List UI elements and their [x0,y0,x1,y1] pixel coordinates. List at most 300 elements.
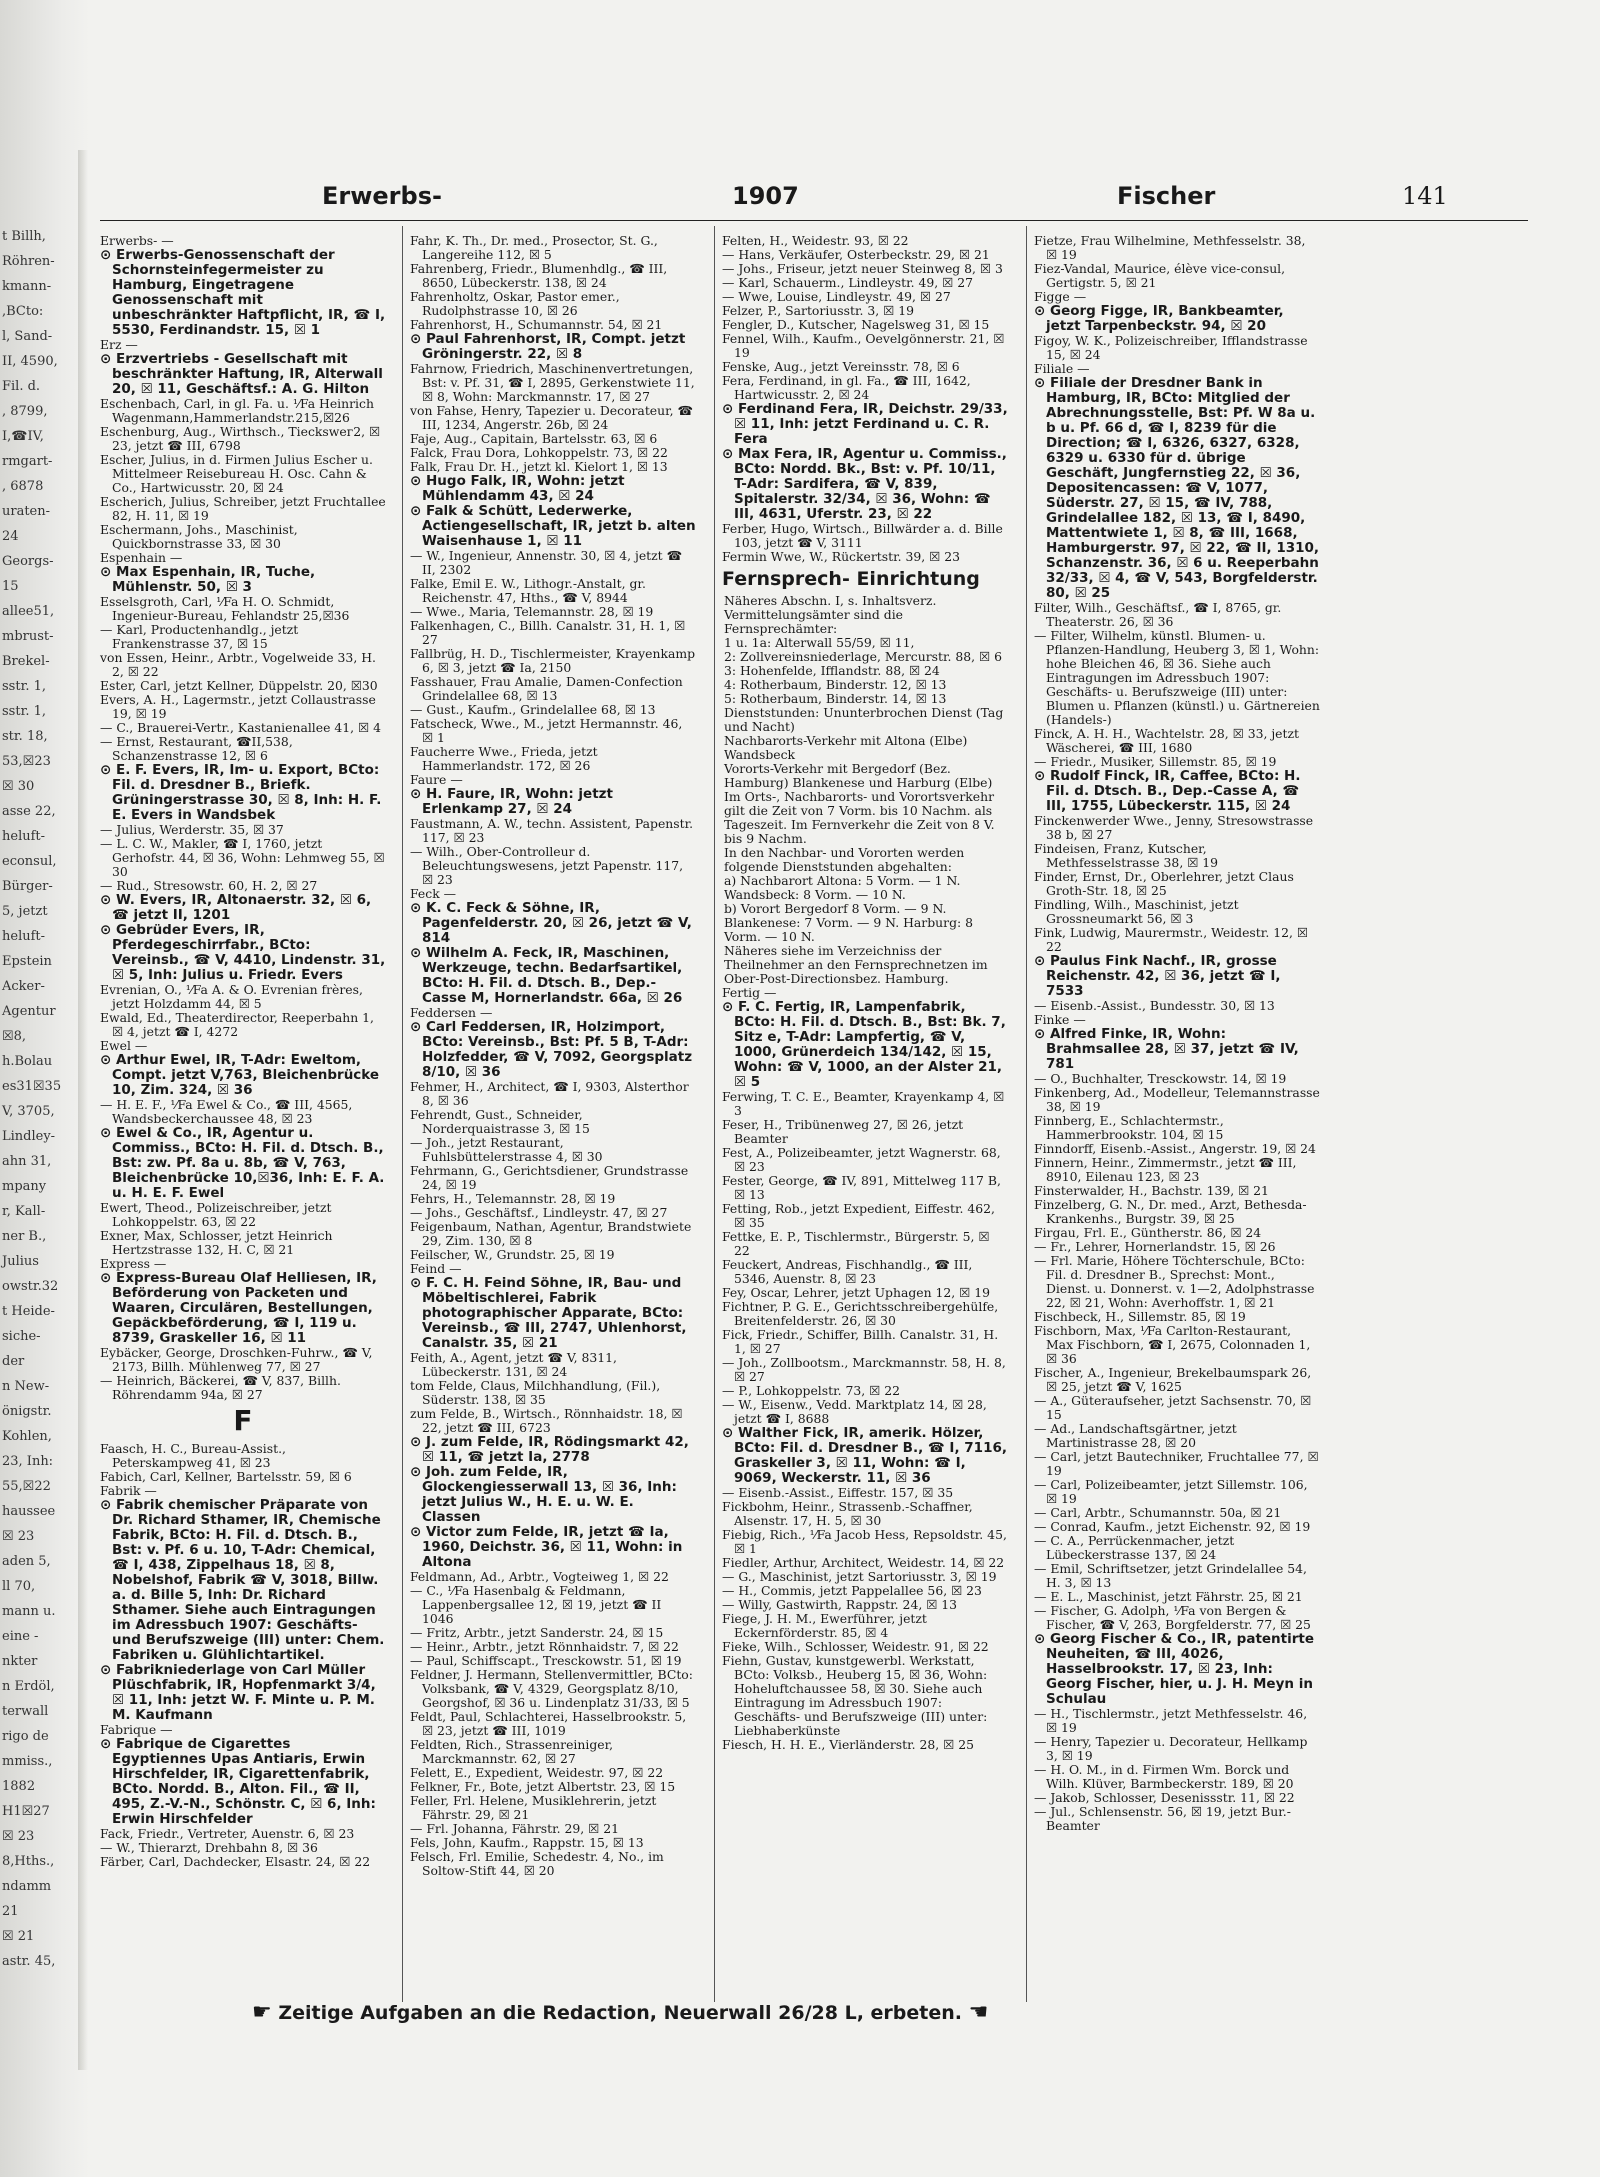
directory-entry: Fahr, K. Th., Dr. med., Prosector, St. G., Langereihe 112, ☒ 5 [410,233,658,262]
directory-entry: Feldner, J. Hermann, Stellenvermittler, BCto: Volksbank, ☎ V, 4329, Georgsplatz 8/10, Georgshof, ☒ 36 u. Lindenplatz 31/33, ☒ 5 [410,1667,693,1710]
info-paragraph: 4: Rotherbaum, Binderstr. 12, ☒ 13 [724,677,947,692]
directory-entry: Fahrnow, Friedrich, Maschinenvertretungen, Bst: v. Pf. 31, ☎ I, 2895, Gerkenstwiete 11, ☒ 8, Wohn: Marckmannstr. 17, ☒ 27 [410,361,695,404]
directory-entry: Feldt, Paul, Schlachterei, Hasselbrookstr. 5, ☒ 23, jetzt ☎ III, 1019 [410,1709,687,1738]
firm-entry: ⊙ E. F. Evers, IR, Im- u. Export, BCto: Fil. d. Dresdner B., Briefk. Grüningerstrasse 30, ☒ 8, Inh: H. F. E. Evers in Wandsbek [100,762,382,823]
directory-entry: — Karl, Schauerm., Lindleystr. 49, ☒ 27 [722,275,973,290]
directory-entry: Feller, Frl. Helene, Musiklehrerin, jetzt Fährstr. 29, ☒ 21 [410,1793,657,1822]
previous-page-fragment: kmann- [2,279,52,294]
directory-entry: Findeisen, Franz, Kutscher, Methfesselstrasse 38, ☒ 19 [1034,841,1219,870]
header-rule [100,220,1528,221]
previous-page-fragment: sstr. 1, [2,704,47,719]
directory-entry: — O., Buchhalter, Tresckowstr. 14, ☒ 19 [1034,1071,1287,1086]
directory-entry: — Jakob, Schlosser, Desenissstr. 11, ☒ 22 [1034,1790,1295,1805]
firm-entry: ⊙ Carl Feddersen, IR, Holzimport, BCto: Vereinsb., Bst: Pf. 5 B, T-Adr: Holzfedder, ☎ V, 7092, Georgsplatz 8/10, ☒ 36 [410,1019,693,1080]
directory-entry: — C. A., Perrückenmacher, jetzt Lübeckerstrasse 137, ☒ 24 [1034,1533,1235,1562]
previous-page-edge [0,0,90,2177]
directory-entry: — Eisenb.-Assist., Bundesstr. 30, ☒ 13 [1034,998,1275,1013]
directory-entry: Fasshauer, Frau Amalie, Damen-Confection Grindelallee 68, ☒ 13 [410,674,683,703]
previous-page-fragment: mbrust- [2,629,54,644]
previous-page-fragment: owstr.32 [2,1279,59,1294]
directory-entry: Fels, John, Kaufm., Rappstr. 15, ☒ 13 [410,1835,644,1850]
info-paragraph: Nachbarorts-Verkehr mit Altona (Elbe) Wandsbeck [724,733,968,762]
previous-page-fragment: 53,☒23 [2,754,51,769]
firm-entry: ⊙ Filiale der Dresdner Bank in Hamburg, IR, BCto: Mitglied der Abrechnungsstelle, Bst: Pf. W 8a u. b u. Pf. 66 d, ☎ I, 8239 für die Direction; ☎ I, 6326, 6327, 6328, 6329 u. 6330 für d. übrige Geschäft, Jungfernstieg 22, ☒ 36, Depositencassen: ☎ V, 1077, Süderstr. 27, ☒ 15, ☎ IV, 788, Grindelallee 182, ☒ 13, ☎ I, 8490, Mattentwiete 1, ☒ 8, ☎ III, 1668, Hamburgerstr. 97, ☒ 22, ☎ II, 1310, Schanzenstr. 36, ☒ 6 u. Reeperbahn 32/33, ☒ 4, ☎ V, 543, Borgfelderstr. 80, ☒ 25 [1034,375,1320,601]
directory-entry: Faucherre Wwe., Frieda, jetzt Hammerlandstr. 172, ☒ 26 [410,744,598,773]
previous-page-fragment: ner B., [2,1229,47,1244]
firm-entry: ⊙ Ferdinand Fera, IR, Deichstr. 29/33, ☒ 11, Inh: jetzt Ferdinand u. C. R. Fera [722,401,1008,447]
previous-page-fragment: nkter [2,1654,38,1669]
directory-entry: — Carl, Polizeibeamter, jetzt Sillemstr. 106, ☒ 19 [1034,1477,1308,1506]
directory-entry: Finke — [1034,1012,1086,1027]
directory-entry: Fabich, Carl, Kellner, Bartelsstr. 59, ☒ 6 [100,1469,352,1484]
directory-entry: — Filter, Wilhelm, künstl. Blumen- u. Pflanzen-Handlung, Heuberg 3, ☒ 1, Wohn: hohe Bleichen 46, ☒ 36. Siehe auch Eintragungen im Adressbuch 1907: Geschäfts- u. Berufszweige (III) unter: Blumen u. Pflanzen (künstl.) u. Gärtnereien (Handels-) [1034,628,1320,727]
previous-page-fragment: Röhren- [2,254,55,269]
firm-entry: ⊙ Fabrikniederlage von Carl Müller Plüschfabrik, IR, Hopfenmarkt 3/4, ☒ 11, Inh: jetzt W. F. Minte u. P. M. M. Kaufmann [100,1662,376,1723]
directory-entry: Fera, Ferdinand, in gl. Fa., ☎ III, 1642, Hartwicusstr. 2, ☒ 24 [722,373,971,402]
previous-page-fragment: V, 3705, [2,1104,55,1119]
previous-page-fragment: ☒ 23 [2,1529,35,1544]
directory-entry: — Ernst, Restaurant, ☎II,538, Schanzenstrasse 12, ☒ 6 [100,734,293,763]
directory-entry: Fiehn, Gustav, kunstgewerbl. Werkstatt, BCto: Volksb., Heuberg 15, ☒ 36, Wohn: Hoheluftchaussee 58, ☒ 30. Siehe auch Eintragung im Adressbuch 1907: Geschäfts- und Berufszweige (III) unter: Liebhaberkünste [722,1653,988,1738]
previous-page-fragment: terwall [2,1704,49,1719]
info-paragraph: Näheres siehe im Verzeichniss der Theilnehmer an den Fernsprechnetzen im Ober-Post-Directionsbez. Hamburg. [724,943,988,986]
directory-entry: Finnberg, E., Schlachtermstr., Hammerbrookstr. 104, ☒ 15 [1034,1113,1224,1142]
directory-entry: — Wilh., Ober-Controlleur d. Beleuchtungswesens, jetzt Papenstr. 117, ☒ 23 [410,844,684,887]
previous-page-fragment: Bürger- [2,879,53,894]
firm-entry: ⊙ Joh. zum Felde, IR, Glockengiesserwall 13, ☒ 36, Inh: jetzt Julius W., H. E. u. W. E. Classen [410,1464,677,1525]
firm-entry: ⊙ Arthur Ewel, IR, T-Adr: Eweltom, Compt. jetzt V,763, Bleichenbrücke 10, Zim. 324, ☒ 36 [100,1052,380,1098]
previous-page-fragment: n Erdöl, [2,1679,55,1694]
previous-page-fragment: n New- [2,1379,50,1394]
previous-page-fragment: t Billh, [2,229,46,244]
directory-entry: — Heinr., Arbtr., jetzt Rönnhaidstr. 7, ☒ 22 [410,1639,679,1654]
directory-entry: Esselsgroth, Carl, ⅟Fa H. O. Schmidt, Ingenieur-Bureau, Fehlandstr 25,☒36 [100,594,350,623]
previous-page-fragment: econsul, [2,854,57,869]
directory-entry: Ewel — [100,1038,148,1053]
directory-entry: Eschermann, Johs., Maschinist, Quickbornstrasse 33, ☒ 30 [100,522,298,551]
directory-entry: Fennel, Wilh., Kaufm., Oevelgönnerstr. 21, ☒ 19 [722,331,1005,360]
directory-entry: Fatscheck, Wwe., M., jetzt Hermannstr. 46, ☒ 1 [410,716,683,745]
directory-entry: Evrenian, O., ⅟Fa A. & O. Evrenian frères, jetzt Holzdamm 44, ☒ 5 [100,982,363,1011]
column-2 [410,234,696,1878]
previous-page-fragment: I,☎IV, [2,429,44,444]
directory-entry: — W., Thierarzt, Drehbahn 8, ☒ 36 [100,1840,318,1855]
directory-entry: — P., Lohkoppelstr. 73, ☒ 22 [722,1383,900,1398]
directory-entry: Erwerbs- — [100,233,174,248]
directory-entry: — H., Tischlermstr., jetzt Methfesselstr. 46, ☒ 19 [1034,1706,1308,1735]
info-paragraph: a) Nachbarort Altona: 5 Vorm. — 1 N. Wandsbeck: 8 Vorm. — 10 N. [724,873,961,902]
directory-entry: Fermin Wwe, W., Rückertstr. 39, ☒ 23 [722,549,960,564]
directory-entry: — Conrad, Kaufm., jetzt Eichenstr. 92, ☒ 19 [1034,1519,1311,1534]
directory-entry: — Willy, Gastwirth, Rappstr. 24, ☒ 13 [722,1597,958,1612]
previous-page-fragment: heluft- [2,829,46,844]
directory-entry: Fischborn, Max, ⅟Fa Carlton-Restaurant, Max Fischborn, ☎ I, 2675, Colonnaden 1, ☒ 36 [1034,1323,1311,1366]
firm-entry: ⊙ F. C. H. Feind Söhne, IR, Bau- und Möbeltischlerei, Fabrik photographischer Apparate, BCto: Vereinsb., ☎ III, 2747, Uhlenhorst, Canalstr. 35, ☒ 21 [410,1275,687,1351]
directory-entry: Fischbeck, H., Sillemstr. 85, ☒ 19 [1034,1309,1246,1324]
directory-entry: Fiedler, Arthur, Architect, Weidestr. 14, ☒ 22 [722,1555,1005,1570]
directory-entry: Ferber, Hugo, Wirtsch., Billwärder a. d. Bille 103, jetzt ☎ V, 3111 [722,521,1003,550]
info-paragraph: Im Orts-, Nachbarorts- und Vorortsverkehr gilt die Zeit von 7 Vorm. bis 10 Nachm. als Tageszeit. Im Fernverkehr die Zeit von 8 V. bis 9 Nachm. [724,789,995,846]
previous-page-fragment: Acker- [2,979,45,994]
directory-entry: — Ad., Landschaftsgärtner, jetzt Martinistrasse 28, ☒ 20 [1034,1421,1237,1450]
directory-entry: Feind — [410,1261,462,1276]
directory-entry: Evers, A. H., Lagermstr., jetzt Collaustrasse 19, ☒ 19 [100,692,376,721]
previous-page-fragment: Epstein [2,954,52,969]
directory-entry: Fettke, E. P., Tischlermstr., Bürgerstr. 5, ☒ 22 [722,1229,990,1258]
directory-entry: Finndorff, Eisenb.-Assist., Angerstr. 19, ☒ 24 [1034,1141,1316,1156]
previous-page-fragment: II, 4590, [2,354,58,369]
directory-entry: — Wwe., Maria, Telemannstr. 28, ☒ 19 [410,604,654,619]
firm-entry: ⊙ K. C. Feck & Söhne, IR, Pagenfelderstr. 20, ☒ 26, jetzt ☎ V, 814 [410,900,692,946]
info-paragraph: Dienststunden: Ununterbrochen Dienst (Tag und Nacht) [724,705,1004,734]
directory-entry: Fiez-Vandal, Maurice, élève vice-consul, Gertigstr. 5, ☒ 21 [1034,261,1286,290]
directory-entry: Felsch, Frl. Emilie, Schedestr. 4, No., im Soltow-Stift 44, ☒ 20 [410,1849,664,1878]
directory-entry: — Frl. Marie, Höhere Töchterschule, BCto: Fil. d. Dresdner B., Sprechst: Mont., Dienst. u. Donnerst. v. 1—2, Adolphstrasse 22, ☒ 21, Wohn: Averhoffstr. 1, ☒ 21 [1034,1253,1315,1310]
directory-entry: Fabrique — [100,1722,173,1737]
previous-page-fragment: mmiss., [2,1754,53,1769]
directory-entry: Fest, A., Polizeibeamter, jetzt Wagnerstr. 68, ☒ 23 [722,1145,1001,1174]
letter-section-heading: F [233,1404,253,1437]
directory-entry: — H. E. F., ⅟Fa Ewel & Co., ☎ III, 4565, Wandsbeckerchaussee 48, ☒ 23 [100,1097,353,1126]
previous-page-fragment: 5, jetzt [2,904,48,919]
firm-entry: ⊙ Fabrik chemischer Präparate von Dr. Richard Sthamer, IR, Chemische Fabrik, BCto: H. Fil. d. Dtsch. B., Bst: v. Pf. 6 u. 10, T-Adr: Chemical, ☎ I, 438, Zippelhaus 18, ☒ 8, Nobelshof, Fabrik ☎ V, 3018, Billw. a. d. Bille 5, Inh: Dr. Richard Sthamer. Siehe auch Eintragungen im Adressbuch 1907: Geschäfts- und Berufszweige (III) unter: Chem. Fabriken u. Glühlichtartikel. [100,1497,385,1663]
previous-page-fragment: t Heide- [2,1304,55,1319]
directory-entry: — Joh., jetzt Restaurant, Fuhlsbüttelerstrasse 4, ☒ 30 [410,1135,603,1164]
previous-page-fragment: 23, Inh: [2,1454,54,1469]
previous-page-fragment: ☒ 30 [2,779,35,794]
directory-entry: — C., ⅟Fa Hasenbalg & Feldmann, Lappenbergsallee 12, ☒ 19, jetzt ☎ II 1046 [410,1583,662,1626]
directory-entry: Feuckert, Andreas, Fischhandlg., ☎ III, 5346, Auenstr. 8, ☒ 23 [722,1257,973,1286]
info-paragraph: Vororts-Verkehr mit Bergedorf (Bez. Hamburg) Blankenese und Harburg (Elbe) [724,761,993,790]
directory-entry: Fischer, A., Ingenieur, Brekelbaumspark 26, ☒ 25, jetzt ☎ V, 1625 [1034,1365,1312,1394]
directory-entry: — Frl. Johanna, Fährstr. 29, ☒ 21 [410,1821,619,1836]
directory-entry: Fack, Friedr., Vertreter, Auenstr. 6, ☒ 23 [100,1826,355,1841]
directory-entry: Feldten, Rich., Strassenreiniger, Marckmannstr. 62, ☒ 27 [410,1737,614,1766]
directory-entry: — Henry, Tapezier u. Decorateur, Hellkamp 3, ☒ 19 [1034,1734,1308,1763]
previous-page-fragment: eine - [2,1629,39,1644]
previous-page-fragment: haussee [2,1504,56,1519]
previous-page-fragment: ahn 31, [2,1154,52,1169]
directory-entry: Fester, George, ☎ IV, 891, Mittelweg 117 B, ☒ 13 [722,1173,1001,1202]
directory-entry: — Karl, Productenhandlg., jetzt Frankenstrasse 37, ☒ 15 [100,622,299,651]
firm-entry: ⊙ W. Evers, IR, Altonaerstr. 32, ☒ 6, ☎ jetzt II, 1201 [100,892,372,923]
previous-page-fragment: Lindley- [2,1129,56,1144]
firm-entry: ⊙ J. zum Felde, IR, Rödingsmarkt 42, ☒ 11, ☎ jetzt Ia, 2778 [410,1434,689,1465]
directory-entry: — Carl, jetzt Bautechniker, Fruchtallee 77, ☒ 19 [1034,1449,1319,1478]
directory-entry: Fiege, J. H. M., Ewerführer, jetzt Eckernförderstr. 85, ☒ 4 [722,1611,927,1640]
previous-page-fragment: Kohlen, [2,1429,52,1444]
directory-entry: Finkenberg, Ad., Modelleur, Telemannstrasse 38, ☒ 19 [1034,1085,1320,1114]
previous-page-fragment: rigo de [2,1729,49,1744]
previous-page-fragment: 24 [2,529,19,544]
directory-entry: Fehmer, H., Architect, ☎ I, 9303, Alsterthor 8, ☒ 36 [410,1079,689,1108]
firm-entry: ⊙ Georg Figge, IR, Bankbeamter, jetzt Tarpenbeckstr. 94, ☒ 20 [1034,303,1284,334]
info-paragraph: 1 u. 1a: Alterwall 55/59, ☒ 11, [724,635,915,650]
directory-entry: Feser, H., Tribünenweg 27, ☒ 26, jetzt Beamter [722,1117,964,1146]
header-left: Erwerbs- [322,182,442,210]
directory-entry: Eschenbach, Carl, in gl. Fa. u. ⅟Fa Heinrich Wagenmann,Hammerlandstr.215,☒26 [100,396,374,425]
info-paragraph: 5: Rotherbaum, Binderstr. 14, ☒ 13 [724,691,947,706]
directory-entry: Filiale — [1034,361,1090,376]
section-heading: Fernsprech- Einrichtung [722,568,980,590]
directory-entry: — H., Commis, jetzt Pappelallee 56, ☒ 23 [722,1583,982,1598]
firm-entry: ⊙ Erwerbs-Genossenschaft der Schornsteinfegermeister zu Hamburg, Eingetragene Genossenschaft mit unbeschränkter Haftpflicht, IR, ☎ I, 5530, Ferdinandstr. 15, ☒ 1 [100,247,386,338]
previous-page-fragment: Brekel- [2,654,50,669]
previous-page-fragment: astr. 45, [2,1954,56,1969]
directory-entry: Espenhain — [100,550,183,565]
directory-entry: — W., Ingenieur, Annenstr. 30, ☒ 4, jetzt ☎ II, 2302 [410,548,683,577]
previous-page-fragment: ,BCto: [2,304,44,319]
directory-entry: zum Felde, B., Wirtsch., Rönnhaidstr. 18, ☒ 22, jetzt ☎ III, 6723 [410,1406,683,1435]
previous-page-fragment: der [2,1354,25,1369]
column-1 [100,234,386,1869]
directory-entry: — Johs., Friseur, jetzt neuer Steinweg 8, ☒ 3 [722,261,1003,276]
directory-entry: Faure — [410,772,463,787]
directory-entry: — Fritz, Arbtr., jetzt Sanderstr. 24, ☒ 15 [410,1625,664,1640]
previous-page-fragment: siche- [2,1329,41,1344]
previous-page-fragment: rmgart- [2,454,53,469]
directory-entry: Findling, Wilh., Maschinist, jetzt Grossneumarkt 56, ☒ 3 [1034,897,1239,926]
directory-entry: — Rud., Stresowstr. 60, H. 2, ☒ 27 [100,878,318,893]
firm-entry: ⊙ Walther Fick, IR, amerik. Hölzer, BCto: Fil. d. Dresdner B., ☎ I, 7116, Graskeller 3, ☒ 11, Wohn: ☎ I, 9069, Weckerstr. 11, ☒ 36 [722,1425,1007,1486]
directory-entry: Feigenbaum, Nathan, Agentur, Brandstwiete 29, Zim. 130, ☒ 8 [410,1219,692,1248]
previous-page-fragment: Julius [2,1254,39,1269]
previous-page-fragment: h.Bolau [2,1054,53,1069]
directory-entry: Ferwing, T. C. E., Beamter, Krayenkamp 4, ☒ 3 [722,1089,1005,1118]
directory-entry: Fertig — [722,985,777,1000]
directory-entry: Fickbohm, Heinr., Strassenb.-Schaffner, Alsenstr. 17, H. 5, ☒ 30 [722,1499,973,1528]
previous-page-fragment: ☒ 23 [2,1829,35,1844]
directory-entry: — Emil, Schriftsetzer, jetzt Grindelallee 54, H. 3, ☒ 13 [1034,1561,1307,1590]
firm-entry: ⊙ Victor zum Felde, IR, jetzt ☎ Ia, 1960, Deichstr. 36, ☒ 11, Wohn: in Altona [410,1524,683,1570]
directory-entry: Fahrenhorst, H., Schumannstr. 54, ☒ 21 [410,317,663,332]
directory-entry: Faje, Aug., Capitain, Bartelsstr. 63, ☒ 6 [410,431,658,446]
firm-entry: ⊙ Ewel & Co., IR, Agentur u. Commiss., BCto: H. Fil. d. Dtsch. B., Bst: zw. Pf. 8a u. 8b, ☎ V, 763, Bleichenbrücke 10,☒36, Inh: E. F. A. u. H. E. F. Ewel [100,1125,385,1201]
directory-entry: — H. O. M., in d. Firmen Wm. Borck und Wilh. Klüver, Barmbeckerstr. 189, ☒ 20 [1034,1762,1294,1791]
book-gutter [78,150,88,2070]
directory-entry: Falke, Emil E. W., Lithogr.-Anstalt, gr. Reichenstr. 47, Hths., ☎ V, 8944 [410,576,646,605]
previous-page-fragment: l, Sand- [2,329,53,344]
previous-page-fragment: asse 22, [2,804,56,819]
previous-page-fragment: H1☒27 [2,1804,50,1819]
directory-entry: Falck, Frau Dora, Lohkoppelstr. 73, ☒ 22 [410,445,668,460]
footer-notice [252,2000,988,2025]
directory-entry: Feddersen — [410,1005,493,1020]
previous-page-fragment: uraten- [2,504,51,519]
directory-entry: Fengler, D., Kutscher, Nagelsweg 31, ☒ 15 [722,317,990,332]
directory-entry: Escherich, Julius, Schreiber, jetzt Fruchtallee 82, H. 11, ☒ 19 [100,494,386,523]
firm-entry: ⊙ Fabrique de Cigarettes Egyptiennes Upas Antiaris, Erwin Hirschfelder, IR, Cigarettenfabrik, BCto. Nordd. B., Alton. Fil., ☎ II, 495, Z.-V.-N., Schönstr. C, ☒ 6, Inh: Erwin Hirschfelder [100,1736,376,1827]
directory-entry: Fabrik — [100,1483,157,1498]
firm-entry: ⊙ Rudolf Finck, IR, Caffee, BCto: H. Fil. d. Dtsch. B., Dep.-Casse A, ☎ III, 1755, Lübeckerstr. 115, ☒ 24 [1034,768,1301,814]
running-header [92,182,1552,212]
directory-entry: — Wwe, Louise, Lindleystr. 49, ☒ 27 [722,289,951,304]
previous-page-fragment: heluft- [2,929,46,944]
previous-page-fragment: ☒8, [2,1029,27,1044]
directory-entry: Finder, Ernst, Dr., Oberlehrer, jetzt Claus Groth-Str. 18, ☒ 25 [1034,869,1294,898]
column-divider [402,226,403,2002]
directory-entry: Fiebig, Rich., ⅟Fa Jacob Hess, Repsoldstr. 45, ☒ 1 [722,1527,1007,1556]
previous-page-fragment: ☒ 21 [2,1929,35,1944]
directory-entry: tom Felde, Claus, Milchhandlung, (Fil.), Süderstr. 138, ☒ 35 [410,1378,661,1407]
firm-entry: ⊙ Paul Fahrenhorst, IR, Compt. jetzt Gröningerstr. 22, ☒ 8 [410,331,686,362]
info-paragraph: Näheres Abschn. I, s. Inhaltsverz. [724,593,937,608]
info-paragraph: b) Vorort Bergedorf 8 Vorm. — 9 N. Blankenese: 7 Vorm. — 9 N. Harburg: 8 Vorm. — 10 N. [724,901,973,944]
directory-entry: Ester, Carl, jetzt Kellner, Düppelstr. 20, ☒30 [100,678,378,693]
header-right: Fischer [1117,182,1216,210]
previous-page-fragment: 1882 [2,1779,36,1794]
directory-entry: — L. C. W., Makler, ☎ I, 1760, jetzt Gerhofstr. 44, ☒ 36, Wohn: Lehmweg 55, ☒ 30 [100,836,385,879]
directory-entry: Faasch, H. C., Bureau-Assist., Peterskampweg 41, ☒ 23 [100,1441,286,1470]
firm-entry: ⊙ Gebrüder Evers, IR, Pferdegeschirrfabr., BCto: Vereinsb., ☎ V, 4410, Lindenstr. 31, ☒ 5, Inh: Julius u. Friedr. Evers [100,922,386,983]
directory-entry: Fey, Oscar, Lehrer, jetzt Uphagen 12, ☒ 19 [722,1285,990,1300]
directory-entry: Express — [100,1256,167,1271]
directory-entry: von Essen, Heinr., Arbtr., Vogelweide 33, H. 2, ☒ 22 [100,650,376,679]
directory-entry: Feilscher, W., Grundstr. 25, ☒ 19 [410,1247,615,1262]
directory-entry: — Fr., Lehrer, Hornerlandstr. 15, ☒ 26 [1034,1239,1276,1254]
firm-entry: ⊙ Georg Fischer & Co., IR, patentirte Neuheiten, ☎ III, 4026, Hasselbrookstr. 17, ☒ 23, Inh: Georg Fischer, hier, u. J. H. Meyn in Schulau [1034,1631,1315,1707]
directory-entry: — Paul, Schiffscapt., Tresckowstr. 51, ☒ 19 [410,1653,682,1668]
directory-entry: Fink, Ludwig, Maurermstr., Weidestr. 12, ☒ 22 [1034,925,1308,954]
footer-text: Zeitige Aufgaben an die Redaction, Neuerwall 26/28 L, erbeten. [278,2002,962,2024]
directory-entry: Fahrenberg, Friedr., Blumenhdlg., ☎ III, 8650, Lübeckerstr. 138, ☒ 24 [410,261,668,290]
previous-page-fragment: 55,☒22 [2,1479,51,1494]
info-paragraph: In den Nachbar- und Vororten werden folgende Dienststunden abgehalten: [724,845,965,874]
column-3 [722,234,1008,1752]
directory-entry: Firgau, Frl. E., Güntherstr. 86, ☒ 24 [1034,1225,1262,1240]
previous-page-fragment: ll 70, [2,1579,36,1594]
directory-entry: — Carl, Arbtr., Schumannstr. 50a, ☒ 21 [1034,1505,1282,1520]
info-paragraph: Vermittelungsämter sind die Fernsprechämter: [724,607,903,636]
directory-entry: — A., Güteraufseher, jetzt Sachsenstr. 70, ☒ 15 [1034,1393,1312,1422]
directory-entry: — G., Maschinist, jetzt Sartoriusstr. 3, ☒ 19 [722,1569,997,1584]
directory-entry: Fenske, Aug., jetzt Vereinsstr. 78, ☒ 6 [722,359,960,374]
firm-entry: ⊙ Wilhelm A. Feck, IR, Maschinen, Werkzeuge, techn. Bedarfsartikel, BCto: H. Fil. d. Dtsch. B., Dep.-Casse M, Hornerlandstr. 66a, ☒ 26 [410,945,683,1006]
firm-entry: ⊙ Max Fera, IR, Agentur u. Commiss., BCto: Nordd. Bk., Bst: v. Pf. 10/11, T-Adr: Sardifera, ☎ V, 839, Spitalerstr. 32/34, ☒ 36, Wohn: ☎ III, 4631, Uferstr. 23, ☒ 22 [722,446,1007,522]
directory-entry: Ewert, Theod., Polizeischreiber, jetzt Lohkoppelstr. 63, ☒ 22 [100,1200,332,1229]
firm-entry: ⊙ H. Faure, IR, Wohn: jetzt Erlenkamp 27, ☒ 24 [410,786,613,817]
directory-page [92,150,1552,2070]
directory-entry: — Julius, Werderstr. 35, ☒ 37 [100,822,284,837]
directory-entry: Figoy, W. K., Polizeischreiber, Ifflandstrasse 15, ☒ 24 [1034,333,1308,362]
directory-entry: Fieke, Wilh., Schlosser, Weidestr. 91, ☒ 22 [722,1639,989,1654]
firm-entry: ⊙ Falk & Schütt, Lederwerke, Actiengesellschaft, IR, jetzt b. alten Waisenhause 1, ☒ 11 [410,503,696,549]
directory-entry: Eybäcker, George, Droschken-Fuhrw., ☎ V, 2173, Billh. Mühlenweg 77, ☒ 27 [100,1345,373,1374]
directory-entry: Fiesch, H. H. E., Vierländerstr. 28, ☒ 25 [722,1737,974,1752]
previous-page-fragment: Georgs- [2,554,54,569]
directory-entry: — Heinrich, Bäckerei, ☎ V, 837, Billh. Röhrendamm 94a, ☒ 27 [100,1373,341,1402]
previous-page-fragment: allee51, [2,604,55,619]
previous-page-fragment: aden 5, [2,1554,51,1569]
directory-entry: Feldmann, Ad., Arbtr., Vogteiweg 1, ☒ 22 [410,1569,669,1584]
directory-entry: — Eisenb.-Assist., Eiffestr. 157, ☒ 35 [722,1485,954,1500]
previous-page-fragment: r, Kall- [2,1204,46,1219]
directory-entry: — Fischer, G. Adolph, ⅟Fa von Bergen & Fischer, ☎ V, 263, Borgfelderstr. 77, ☒ 25 [1034,1603,1311,1632]
directory-entry: Finckenwerder Wwe., Jenny, Stresowstrasse 38 b, ☒ 27 [1034,813,1314,842]
column-4 [1034,234,1320,1833]
directory-entry: Felkner, Fr., Bote, jetzt Albertstr. 23, ☒ 15 [410,1779,676,1794]
directory-entry: — Friedr., Musiker, Sillemstr. 85, ☒ 19 [1034,754,1277,769]
directory-entry: — Jul., Schlensenstr. 56, ☒ 19, jetzt Bur.-Beamter [1034,1804,1291,1833]
firm-entry: ⊙ Express-Bureau Olaf Helliesen, IR, Beförderung von Packeten und Waaren, Circulären, Bestellungen, Gepäckbeförderung, ☎ I, 119 u. 8739, Graskeller 16, ☒ 11 [100,1270,377,1346]
directory-entry: Fehrs, H., Telemannstr. 28, ☒ 19 [410,1191,616,1206]
directory-entry: — W., Eisenw., Vedd. Marktplatz 14, ☒ 28, jetzt ☎ I, 8688 [722,1397,987,1426]
column-divider [714,226,715,2002]
directory-entry: Fietze, Frau Wilhelmine, Methfesselstr. 38, ☒ 19 [1034,233,1306,262]
directory-entry: Felzer, P., Sartoriusstr. 3, ☒ 19 [722,303,914,318]
previous-page-fragment: 15 [2,579,19,594]
directory-entry: Filter, Wilh., Geschäftsf., ☎ I, 8765, gr. Theaterstr. 26, ☒ 36 [1034,600,1282,629]
info-paragraph: 3: Hohenfelde, Ifflandstr. 88, ☒ 24 [724,663,940,678]
directory-entry: Fehrendt, Gust., Schneider, Norderquaistrasse 3, ☒ 15 [410,1107,590,1136]
info-paragraph: 2: Zollvereinsniederlage, Mercurstr. 88, ☒ 6 [724,649,1002,664]
directory-entry: Eschenburg, Aug., Wirthsch., Tieckswег2, ☒ 23, jetzt ☎ III, 6798 [100,424,381,453]
directory-entry: Feith, A., Agent, jetzt ☎ V, 8311, Lübeckerstr. 131, ☒ 24 [410,1350,617,1379]
pointing-hand-icon: ☛ [252,2000,272,2025]
directory-entry: Escher, Julius, in d. Firmen Julius Escher u. Mittelmeer Reisebureau H. Osc. Cahn & Co., Hartwicusstr. 20, ☒ 24 [100,452,373,495]
directory-entry: — Gust., Kaufm., Grindelallee 68, ☒ 13 [410,702,656,717]
directory-entry: Falkenhagen, C., Billh. Canalstr. 31, H. 1, ☒ 27 [410,618,686,647]
directory-entry: Finnern, Heinr., Zimmermstr., jetzt ☎ III, 8910, Eilenau 123, ☒ 23 [1034,1155,1297,1184]
directory-entry: Finzelberg, G. N., Dr. med., Arzt, Bethesda-Krankenhs., Burgstr. 39, ☒ 25 [1034,1197,1307,1226]
directory-entry: Felett, E., Expedient, Weidestr. 97, ☒ 22 [410,1765,664,1780]
directory-entry: Feck — [410,886,457,901]
directory-entry: Fetting, Rob., jetzt Expedient, Eiffestr. 462, ☒ 35 [722,1201,995,1230]
previous-page-fragment: es31☒35 [2,1079,62,1094]
previous-page-fragment: , 6878 [2,479,44,494]
previous-page-fragment: , 8799, [2,404,48,419]
previous-page-fragment: str. 18, [2,729,48,744]
page-number: 141 [1402,182,1448,210]
directory-entry: Fahrenholtz, Oskar, Pastor emer., Rudolphstrasse 10, ☒ 26 [410,289,620,318]
directory-entry: Fallbrüg, H. D., Tischlermeister, Krayenkamp 6, ☒ 3, jetzt ☎ Ia, 2150 [410,646,696,675]
directory-entry: Felten, H., Weidestr. 93, ☒ 22 [722,233,909,248]
previous-page-fragment: ndamm [2,1879,52,1894]
firm-entry: ⊙ F. C. Fertig, IR, Lampenfabrik, BCto: H. Fil. d. Dtsch. B., Bst: Bk. 7, Sitz e, T-Adr: Lampfertig, ☎ V, 1000, Grünerdeich 134/142, ☒ 15, Wohn: ☎ V, 1000, an der Alster 21, ☒ 5 [722,999,1006,1090]
column-divider [1026,226,1027,2002]
previous-page-fragment: önigstr. [2,1404,52,1419]
directory-entry: Finsterwalder, H., Bachstr. 139, ☒ 21 [1034,1183,1269,1198]
firm-entry: ⊙ Erzvertriebs - Gesellschaft mit beschränkter Haftung, IR, Alterwall 20, ☒ 11, Geschäftsf.: A. G. Hilton [100,351,383,397]
previous-page-fragment: mpany [2,1179,47,1194]
previous-page-fragment: 21 [2,1904,19,1919]
directory-entry: Färber, Carl, Dachdecker, Elsastr. 24, ☒ 22 [100,1854,371,1869]
directory-entry: — Johs., Geschäftsf., Lindleystr. 47, ☒ 27 [410,1205,668,1220]
directory-entry: Fehrmann, G., Gerichtsdiener, Grundstrasse 24, ☒ 19 [410,1163,689,1192]
firm-entry: ⊙ Alfred Finke, IR, Wohn: Brahmsallee 28, ☒ 37, jetzt ☎ IV, 781 [1034,1026,1299,1072]
header-year: 1907 [732,182,799,210]
directory-entry: Exner, Max, Schlosser, jetzt Heinrich Hertzstrasse 132, H. C, ☒ 21 [100,1228,333,1257]
firm-entry: ⊙ Hugo Falk, IR, Wohn: jetzt Mühlendamm 43, ☒ 24 [410,473,625,504]
directory-entry: Faustmann, A. W., techn. Assistent, Papenstr. 117, ☒ 23 [410,816,694,845]
directory-entry: — Hans, Verkäufer, Osterbeckstr. 29, ☒ 21 [722,247,990,262]
directory-entry: Falk, Frau Dr. H., jetzt kl. Kielort 1, ☒ 13 [410,459,668,474]
directory-entry: — E. L., Maschinist, jetzt Fährstr. 25, ☒ 21 [1034,1589,1303,1604]
previous-page-fragment: mann u. [2,1604,56,1619]
firm-entry: ⊙ Paulus Fink Nachf., IR, grosse Reichenstr. 42, ☒ 36, jetzt ☎ I, 7533 [1034,953,1281,999]
directory-entry: Figge — [1034,289,1087,304]
previous-page-fragment: Agentur [2,1004,56,1019]
directory-entry: Ewald, Ed., Theaterdirector, Reeperbahn 1, ☒ 4, jetzt ☎ I, 4272 [100,1010,374,1039]
previous-page-fragment: sstr. 1, [2,679,47,694]
pointing-hand-icon: ☚ [968,2000,989,2025]
directory-entry: Erz — [100,337,138,352]
directory-entry: — C., Brauerei-Vertr., Kastanienallee 41, ☒ 4 [100,720,381,735]
directory-entry: — Joh., Zollbootsm., Marckmannstr. 58, H. 8, ☒ 27 [722,1355,1006,1384]
directory-entry: Fichtner, P. G. E., Gerichtsschreibergehülfe, Breitenfelderstr. 26, ☒ 30 [722,1299,999,1328]
directory-entry: Finck, A. H. H., Wachtelstr. 28, ☒ 33, jetzt Wäscherei, ☎ III, 1680 [1034,726,1300,755]
directory-entry: Fick, Friedr., Schiffer, Billh. Canalstr. 31, H. 1, ☒ 27 [722,1327,999,1356]
